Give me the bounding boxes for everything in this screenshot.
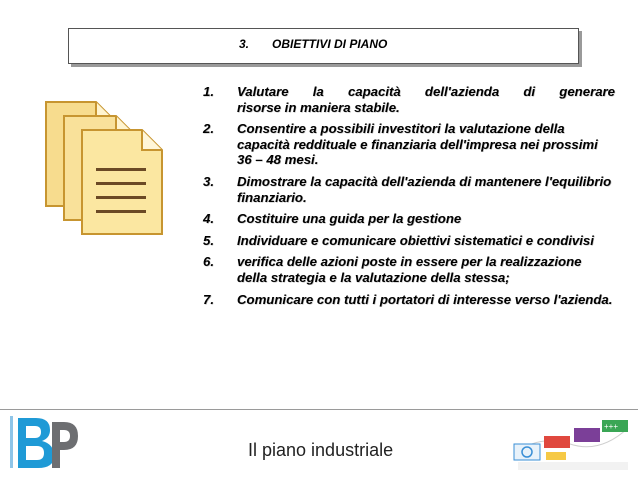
objective-item [203,121,615,168]
objective-number: 2. [203,121,214,137]
document-sheet-front [82,130,162,234]
svg-text:+++: +++ [604,422,619,431]
objective-text: Comunicare con tutti i portatori di interesse verso l'azienda. [237,291,613,307]
objective-text: Costituire una guida per la gestione [237,211,462,227]
ribbon-green [602,420,628,432]
objective-item [203,254,615,285]
documents-icon [38,98,173,238]
objective-number: 7. [203,291,214,307]
objective-text: verifica delle azioni poste in essere per la realizzazione della strategia e la valutazione della stessa; [237,254,582,285]
section-title: OBIETTIVI DI PIANO [272,37,388,51]
ribbon-yellow [546,452,566,460]
objective-text: Individuare e comunicare obiettivi sistematici e condivisi [237,232,594,248]
decorative-illustration [510,414,632,474]
objectives-list [203,84,615,313]
objective-text: Valutare la capacità dell'azienda di generare risorse in maniera stabile. [237,84,615,115]
svg-text:&: & [45,448,53,459]
ribbon-red [544,436,570,448]
ribbon-purple [574,428,600,442]
objective-item [203,233,615,249]
objective-item [203,292,615,308]
section-number: 3. [239,37,250,51]
objective-number: 5. [203,232,214,248]
objective-number: 1. [203,84,214,99]
company-logo [8,412,80,472]
section-title-box [68,28,579,64]
objective-number: 4. [203,211,214,227]
objective-text: Dimostrare la capacità dell'azienda di mantenere l'equilibrio finanziario. [237,173,612,205]
objective-number: 6. [203,254,214,270]
objective-item [203,211,615,227]
objective-item [203,174,615,205]
objective-number: 3. [203,173,214,189]
footer-divider [0,409,638,410]
objective-text: Consentire a possibili investitori la valutazione della capacità reddituale e finanziaria dell'impresa nei prossimi 36 – 48 mesi. [237,121,598,168]
footer-title: Il piano industriale [248,440,394,460]
objective-item [203,84,615,115]
